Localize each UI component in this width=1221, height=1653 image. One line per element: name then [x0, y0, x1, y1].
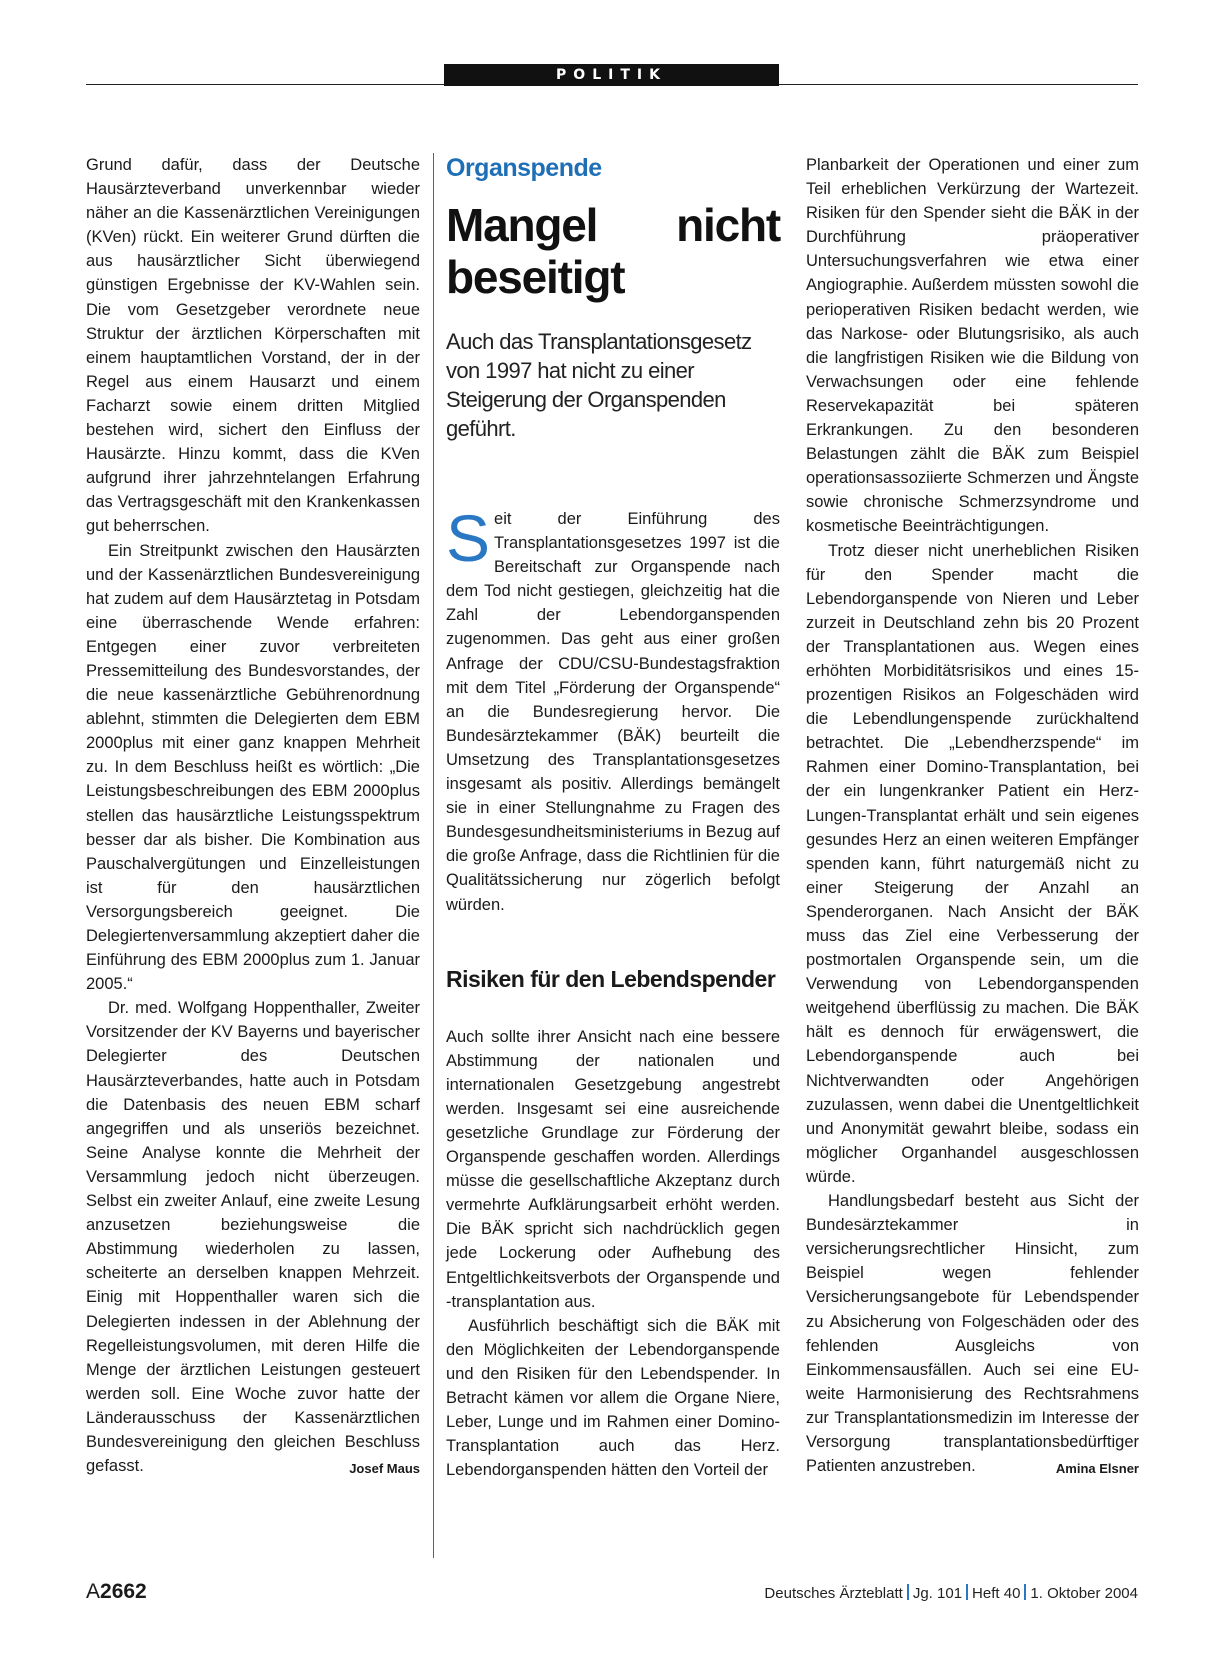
paragraph-text: eit der Einführung des Transplantationsgesetzes 1997 ist die Bereitschaft zur Organspende nach dem Tod nicht gestiegen, gleichzeitig hat die Zahl der Lebendorganspenden zugenommen. Das geht aus einer großen Anfrage der CDU/CSU-Bundestagsfraktion mit dem Titel „Förderung der Organspende“ an die Bundesregierung hervor. Die Bundesärztekammer (BÄK) beurteilt die Umsetzung des Transplantationsgesetzes insgesamt als positiv. Allerdings bemängelt sie in einer Stellungnahme zu Fragen des Bundesgesundheitsministeriums in Bezug auf die große Anfrage, dass die Richtlinien für die Qualitätssicherung nur zögerlich befolgt würden. — [446, 510, 780, 914]
section-label: POLITIK — [444, 64, 779, 86]
lead-paragraph — [446, 501, 780, 917]
separator — [966, 1584, 968, 1600]
paragraph: Grund dafür, dass der Deutsche Hausärzteverband unverkennbar wieder näher an die Kassenärztlichen Vereinigungen (KVen) rückt. Ein weiterer Grund dürften die aus hausärztlicher Sicht überwiegend günstigen Ergebnisse der KV-Wahlen sein. Die vom Gesetzgeber verordnete neue Struktur der ärztlichen Körperschaften mit einem hauptamtlichen Vorstand, der in der Regel aus einem Hausarzt und einem Facharzt sowie einem dritten Mitglied bestehen wird, sichert den Einfluss der Hausärzte. Hinzu kommt, dass die KVen aufgrund ihrer jahrzehntelangen Erfahrung das Vertragsgeschäft mit den Krankenkassen gut beherrschen. — [86, 156, 420, 536]
article-kicker: Organspende — [446, 154, 602, 182]
paragraph: Planbarkeit der Operationen und einer zum Teil erheblichen Verkürzung der Wartezeit. Risiken für den Spender sieht die BÄK in der Durchführung präoperativer Untersuchungsverfahren wie etwa einer Angiographie. Außerdem müssten sowohl die perioperativen Risiken bedacht werden, wie das Narkose- oder Blutungsrisiko, als auch die langfristigen Risiken wie die Bildung von Verwachsungen oder eine fehlende Reservekapazität bei späteren Erkrankungen. Zu den besonderen Belastungen zählt die BÄK zum Beispiel operationsassoziierte Schmerzen und Ängste sowie chronische Schmerzsyndrome und kosmetische Beeinträchtigungen. — [806, 156, 1139, 536]
author-signature: Josef Maus — [349, 1461, 420, 1477]
column-left — [86, 153, 420, 1481]
paragraph — [806, 1189, 1139, 1478]
journal-date: 1. Oktober 2004 — [1030, 1585, 1138, 1602]
page-footer — [86, 1580, 1138, 1606]
column-middle — [446, 153, 780, 1482]
paragraph: Auch sollte ihrer Ansicht nach eine bessere Abstimmung der nationalen und internationalen Gesetzgebung angestrebt werden. Insgesamt sei eine ausreichende gesetzliche Grundlage zur Förderung der Organspende geschaffen worden. Allerdings müsse die gesellschaftliche Akzeptanz durch vermehrte Aufklärungsarbeit erhöht werden. Die BÄK spricht sich nachdrücklich gegen jede Lockerung oder Aufhebung des Entgeltlichkeitsverbots der Organspende und -transplantation aus. — [446, 1027, 780, 1311]
paragraph-text: Dr. med. Wolfgang Hoppenthaller, Zweiter Vorsitzender der KV Bayerns und bayerischer Delegierter des Deutschen Hausärzteverbandes, hatte auch in Potsdam die Datenbasis des neuen EBM scharf angegriffen und als unseriös bezeichnet. Seine Analyse konnte die Mehrheit der Versammlung jedoch nicht überzeugen. Selbst ein zweiter Anlauf, eine zweite Lesung anzusetzen beziehungsweise die Abstimmung wiederholen zu lassen, scheiterte an derselben knappen Mehrzeit. Einig mit Hoppenthaller waren sich die Delegierten indessen in der Ablehnung der Regelleistungsvolumen, mit deren Hilfe die Menge der ärztlichen Leistungen gesteuert werden soll. Eine Woche zuvor hatte der Länderausschuss der Kassenärztlichen Bundesvereinigung den gleichen Beschluss gefasst. — [86, 999, 420, 1476]
drop-cap: S — [446, 501, 491, 575]
journal-name: Deutsches Ärzteblatt — [764, 1585, 903, 1602]
paragraph-text: Handlungsbedarf besteht aus Sicht der Bundesärztekammer in versicherungsrechtlicher Hinsicht, zum Beispiel wegen fehlender Versicherungsangebote für Lebendspender zu Absicherung von Folgeschäden oder des fehlenden Ausgleichs von Einkommensausfällen. Auch sei eine EU-weite Harmonisierung des Rechtsrahmens zur Transplantationsmedizin im Interesse der Versorgung transplantationsbedürftiger Patienten anzustreben. — [806, 1192, 1139, 1476]
paragraph — [86, 996, 420, 1478]
separator — [1024, 1584, 1026, 1600]
separator — [907, 1584, 909, 1600]
paragraph: Ein Streitpunkt zwischen den Hausärzten und der Kassenärztlichen Bundesvereinigung hat zudem auf dem Hausärztetag in Potsdam eine überraschende Wende erfahren: Entgegen einer zuvor verbreiteten Pressemitteilung des Bundesvorstandes, der die neue kassenärztliche Gebührenordnung ablehnt, stimmten die Delegierten dem EBM 2000plus mit einer ganz knappen Mehrheit zu. In dem Beschluss heißt es wörtlich: „Die Leistungsbeschreibungen des EBM 2000plus stellen das hausärztliche Leistungsspektrum besser dar als bisher. Die Kombination aus Pauschalvergütungen und Einzelleistungen ist für den hausärztlichen Versorgungsbereich geeignet. Die Delegiertenversammlung akzeptiert daher die Einführung des EBM 2000plus zum 1. Januar 2005.“ — [86, 541, 420, 994]
column-right — [806, 153, 1139, 1481]
journal-info — [764, 1584, 1138, 1602]
page-number: A2662 — [86, 1580, 147, 1603]
paragraph: Ausführlich beschäftigt sich die BÄK mit den Möglichkeiten der Lebendorganspende und den Risiken für den Lebendspender. In Betracht kämen vor allem die Organe Niere, Leber, Lunge und im Rahmen einer Domino-Transplantation auch das Herz. Lebendorganspenden hätten den Vorteil der — [446, 1316, 780, 1480]
subheading: Risiken für den Lebendspender — [446, 965, 776, 992]
paragraph: Trotz dieser nicht unerheblichen Risiken für den Spender macht die Lebendorganspende von Nieren und Leber zurzeit in Deutschland zehn bis 20 Prozent der Transplantationen aus. Wegen eines erhöhten Morbiditätsrisikos und eines 15-prozentigen Risikos an Folgeschäden wird die Lebendlungenspende zurückhaltend betrachtet. Die „Lebendherzspende“ im Rahmen einer Domino-Transplantation, bei der ein lungenkranker Patient ein Herz-Lungen-Transplantat erhält und sein eigenes gesundes Herz an einen weiteren Empfänger spenden kann, führt naturgemäß nicht zu einer Steigerung der Anzahl an Spenderorganen. Nach Ansicht der BÄK muss das Ziel eine Verbesserung der postmortalen Organspende sein, um die Verwendung von Lebendorganspenden weitgehend überflüssig zu machen. Die BÄK hält es dennoch für erwägenswert, die Lebendorganspende auch bei Nichtverwandten oder Angehörigen zuzulassen, wenn dabei die Unentgeltlichkeit und Anonymität gewahrt bleibe, sodass ein möglicher Organhandel ausgeschlossen würde. — [806, 541, 1139, 1186]
journal-issue: Heft 40 — [972, 1585, 1021, 1602]
author-signature: Amina Elsner — [1055, 1461, 1139, 1477]
article-headline: Mangel nicht beseitigt — [446, 199, 780, 303]
article-deck: Auch das Transplantationsgesetz von 1997 hat nicht zu einer Steigerung der Organspenden geführt. — [446, 329, 752, 441]
journal-volume: Jg. 101 — [912, 1585, 963, 1602]
column-divider — [433, 153, 434, 1558]
